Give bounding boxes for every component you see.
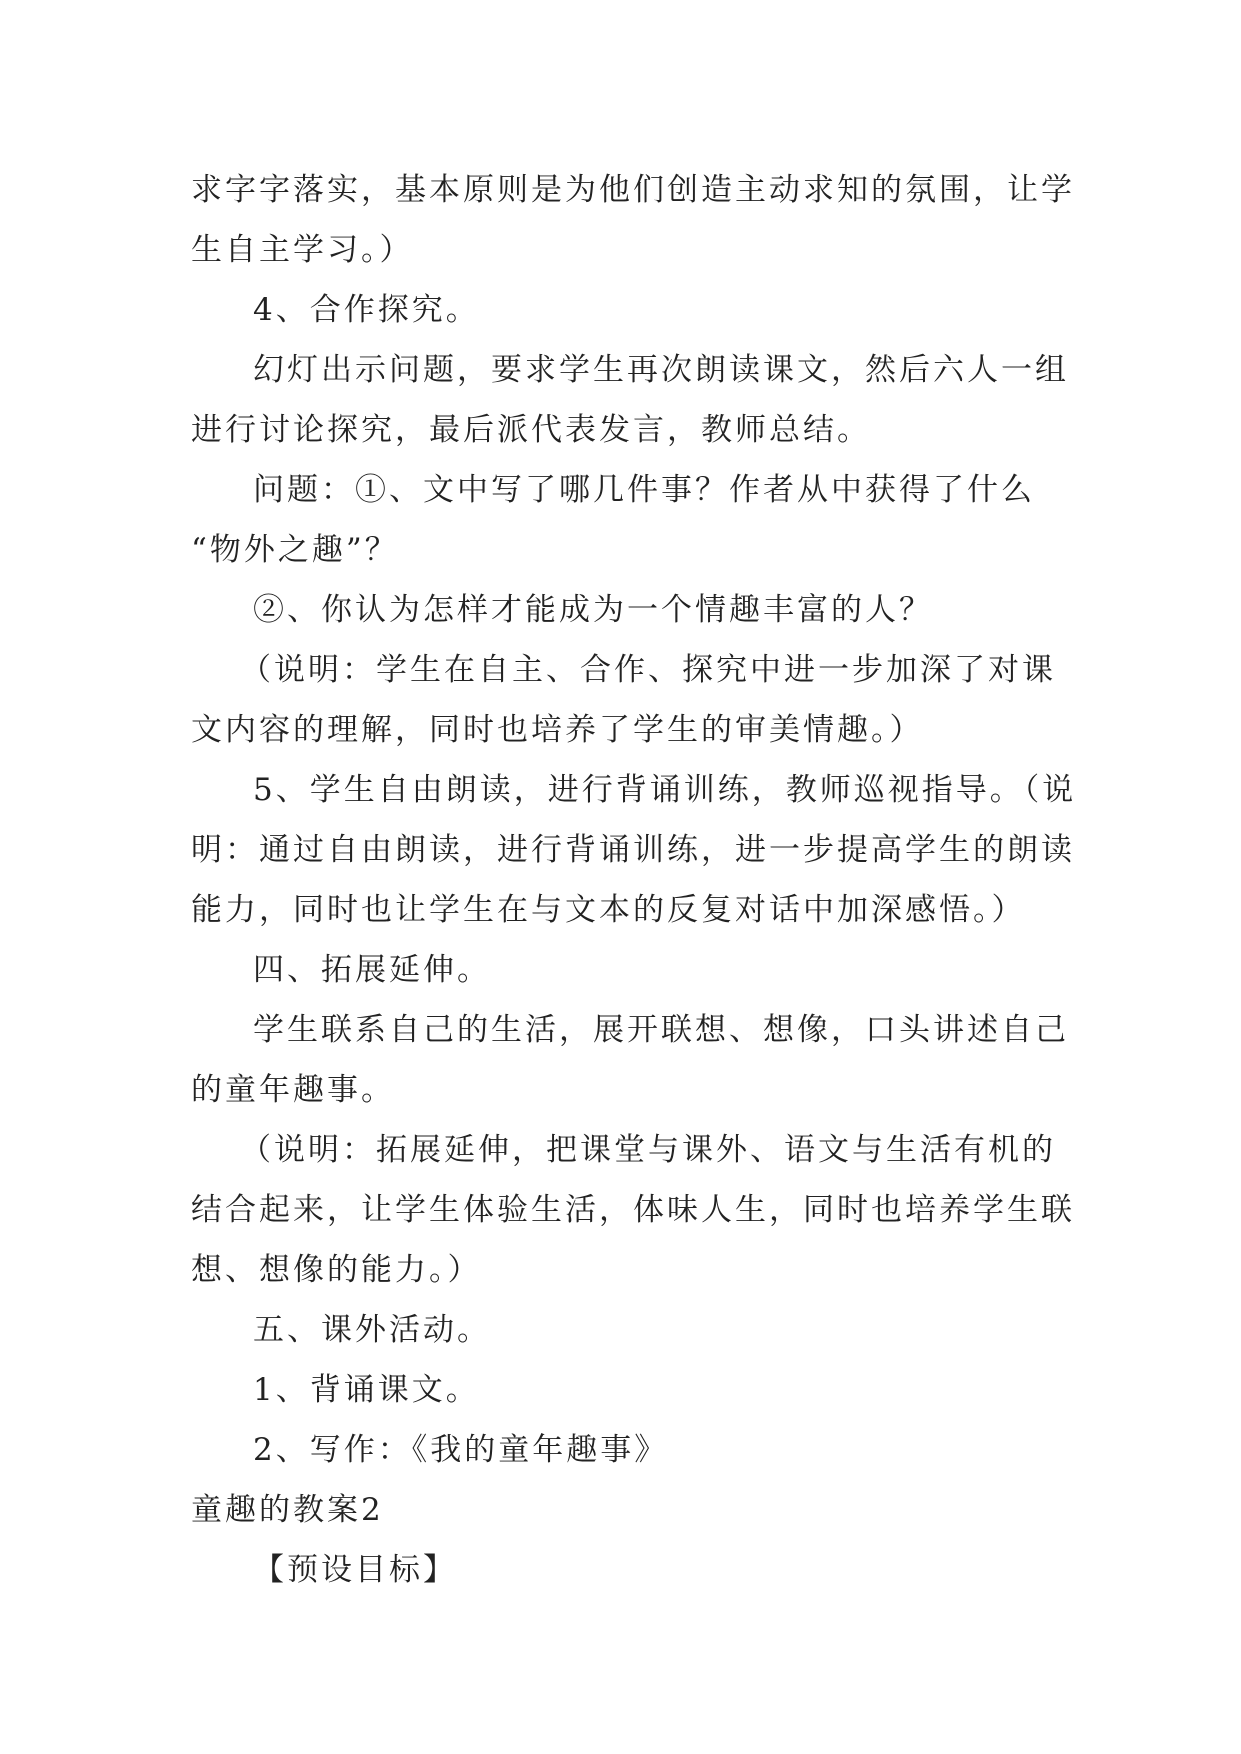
text-line: 2、写作：《我的童年趣事》 [253,1432,669,1468]
text-line: 生自主学习。） [191,232,414,268]
document-title: 童趣的教案2 [191,1492,384,1528]
section-heading: 五、课外活动。 [253,1312,491,1348]
text-line: 的童年趣事。 [191,1072,395,1108]
text-line: （说明：拓展延伸，把课堂与课外、语文与生活有机的 [240,1132,1056,1168]
text-line: 5、学生自由朗读，进行背诵训练，教师巡视指导。（说 [253,772,1077,808]
text-line: 幻灯出示问题，要求学生再次朗读课文，然后六人一组 [253,352,1069,388]
section-heading: 四、拓展延伸。 [253,952,491,988]
text-line: 问题：①、文中写了哪几件事？作者从中获得了什么 [253,472,1035,508]
section-heading: 【预设目标】 [253,1552,457,1588]
text-line: 学生联系自己的生活，展开联想、想像，口头讲述自己 [253,1012,1069,1048]
text-line: ②、你认为怎样才能成为一个情趣丰富的人？ [253,592,933,628]
text-line: 进行讨论探究，最后派代表发言，教师总结。 [191,412,871,448]
text-line: 1、背诵课文。 [253,1372,480,1408]
text-line: （说明：学生在自主、合作、探究中进一步加深了对课 [240,652,1056,688]
text-line: 明：通过自由朗读，进行背诵训练，进一步提高学生的朗读 [191,832,1075,868]
text-line: 能力，同时也让学生在与文本的反复对话中加深感悟。） [191,892,1026,928]
text-line: 4、合作探究。 [253,292,480,328]
text-line: 想、想像的能力。） [191,1252,482,1288]
text-line: 求字字落实，基本原则是为他们创造主动求知的氛围，让学 [191,172,1075,208]
text-line: 结合起来，让学生体验生活，体味人生，同时也培养学生联 [191,1192,1075,1228]
text-line: “物外之趣”？ [191,532,399,568]
text-line: 文内容的理解，同时也培养了学生的审美情趣。） [191,712,924,748]
